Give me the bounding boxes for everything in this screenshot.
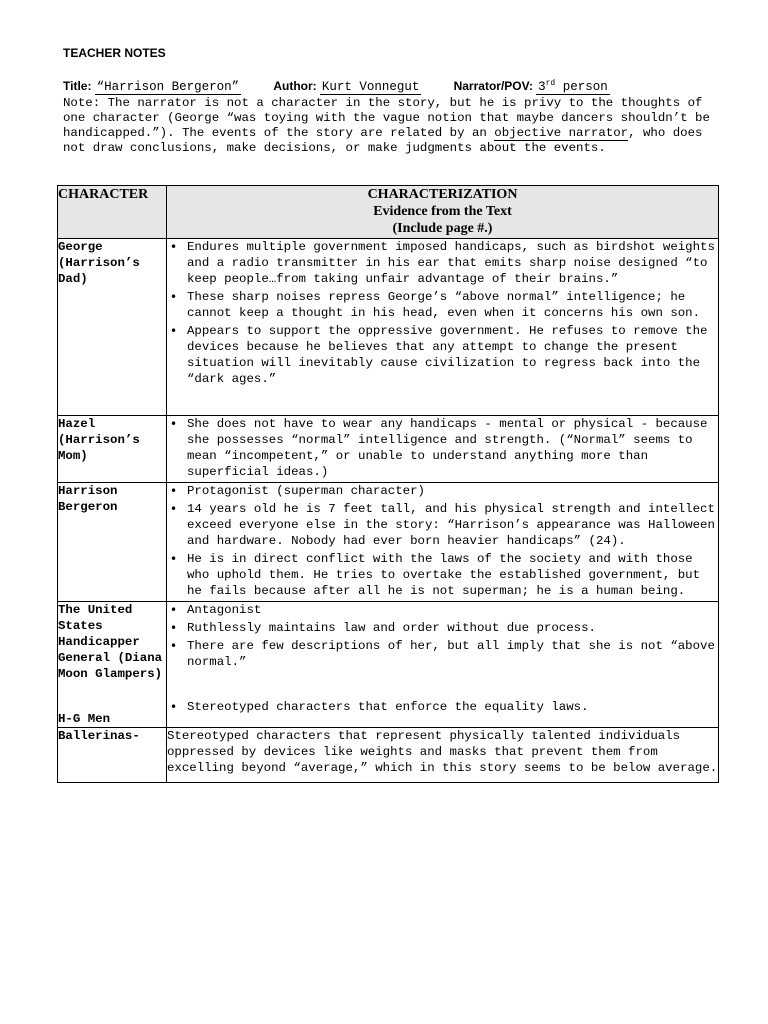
evidence-cell	[167, 602, 719, 728]
characterization-header-line2: Evidence from the Text	[373, 204, 512, 219]
note-text-part1: Note: The narrator is not a character in the story, but he is privy to the thoughts of one character (George “was toying with the vague notion that maybe dancers shouldn’t be handicapped.”). The events of the story are related by an	[63, 96, 710, 140]
note-text-part2: , who does not draw conclusions, make decisions, or make judgments about the events.	[63, 126, 703, 155]
narrator-value	[536, 80, 610, 95]
page-heading: TEACHER NOTES	[63, 46, 166, 60]
character-name: Harrison Bergeron	[58, 483, 167, 602]
evidence-item: • Antagonist	[167, 602, 718, 618]
characterization-table	[57, 185, 719, 783]
narrator-value-ordinal: rd	[545, 78, 556, 88]
evidence-cell	[167, 416, 719, 483]
evidence-item: • These sharp noises repress George’s “above normal” intelligence; he cannot keep a thought in his head, even when it concerns his own son.	[167, 289, 718, 321]
character-name: The United States Handicapper General (Diana Moon Glampers)	[58, 603, 163, 681]
narrator-note	[63, 96, 723, 156]
characterization-header-line1: CHARACTERIZATION	[367, 187, 518, 202]
author-label: Author:	[273, 79, 317, 93]
table-row-harrison	[58, 483, 719, 602]
evidence-item: • He is in direct conflict with the laws of the society and with those who uphold them. He tries to overtake the established government, but he fails because after all he is not superman; he is a human being.	[167, 551, 718, 599]
narrator-label: Narrator/POV:	[453, 79, 533, 93]
evidence-list-secondary	[167, 699, 718, 715]
evidence-item: • Appears to support the oppressive government. He refuses to remove the devices because he believes that any attempt to change the present situation will inevitably cause civilization to regress back into the “dark ages.”	[167, 323, 718, 387]
characterization-header-line3: (Include page #.)	[392, 221, 493, 236]
table-header-row	[58, 186, 719, 239]
evidence-list	[167, 602, 718, 670]
title-value: “Harrison Bergeron”	[96, 80, 240, 94]
evidence-item: • Endures multiple government imposed handicaps, such as birdshot weights and a radio transmitter in his ear that emits sharp noise designed “to keep people…from taking unfair advantage of their brains.”	[167, 239, 718, 287]
note-underlined-term: objective narrator	[494, 126, 629, 140]
evidence-text: Stereotyped characters that represent physically talented individuals oppressed by devices like weights and masks that prevent them from excelling beyond “average,” which in this story seems to be below average.	[167, 728, 719, 783]
character-name-secondary: H-G Men	[58, 712, 111, 726]
table-row-handicapper-general	[58, 602, 719, 728]
title-label: Title:	[63, 79, 92, 93]
character-name: Ballerinas-	[58, 728, 167, 783]
character-name: George (Harrison’s Dad)	[58, 239, 167, 416]
evidence-cell	[167, 483, 719, 602]
evidence-item: • There are few descriptions of her, but all imply that she is not “above normal.”	[167, 638, 718, 670]
table-row-hazel	[58, 416, 719, 483]
table-row-george	[58, 239, 719, 416]
evidence-item: • She does not have to wear any handicaps - mental or physical - because she possesses “normal” intelligence and strength. (“Normal” seems to mean “incompetent,” or unable to understand anything more than superficial ideas.)	[167, 416, 718, 480]
character-name-cell	[58, 602, 167, 728]
evidence-list	[167, 416, 718, 480]
author-value: Kurt Vonnegut	[321, 80, 420, 94]
evidence-item: • 14 years old he is 7 feet tall, and his physical strength and intellect exceed everyone else in the story: “Harrison’s appearance was Halloween and hardware. Nobody had ever born heavier handicaps” (24).	[167, 501, 718, 549]
evidence-item: • Protagonist (superman character)	[167, 483, 718, 499]
evidence-cell	[167, 239, 719, 416]
narrator-value-rest: person	[555, 80, 608, 94]
character-name: Hazel (Harrison’s Mom)	[58, 416, 167, 483]
character-column-header: CHARACTER	[58, 186, 167, 239]
evidence-list	[167, 483, 718, 599]
evidence-list	[167, 239, 718, 387]
table-row-ballerinas	[58, 728, 719, 783]
evidence-item: • Ruthlessly maintains law and order without due process.	[167, 620, 718, 636]
narrator-value-number: 3	[538, 80, 546, 94]
characterization-column-header	[167, 186, 719, 239]
evidence-item: • Stereotyped characters that enforce the equality laws.	[167, 699, 718, 715]
